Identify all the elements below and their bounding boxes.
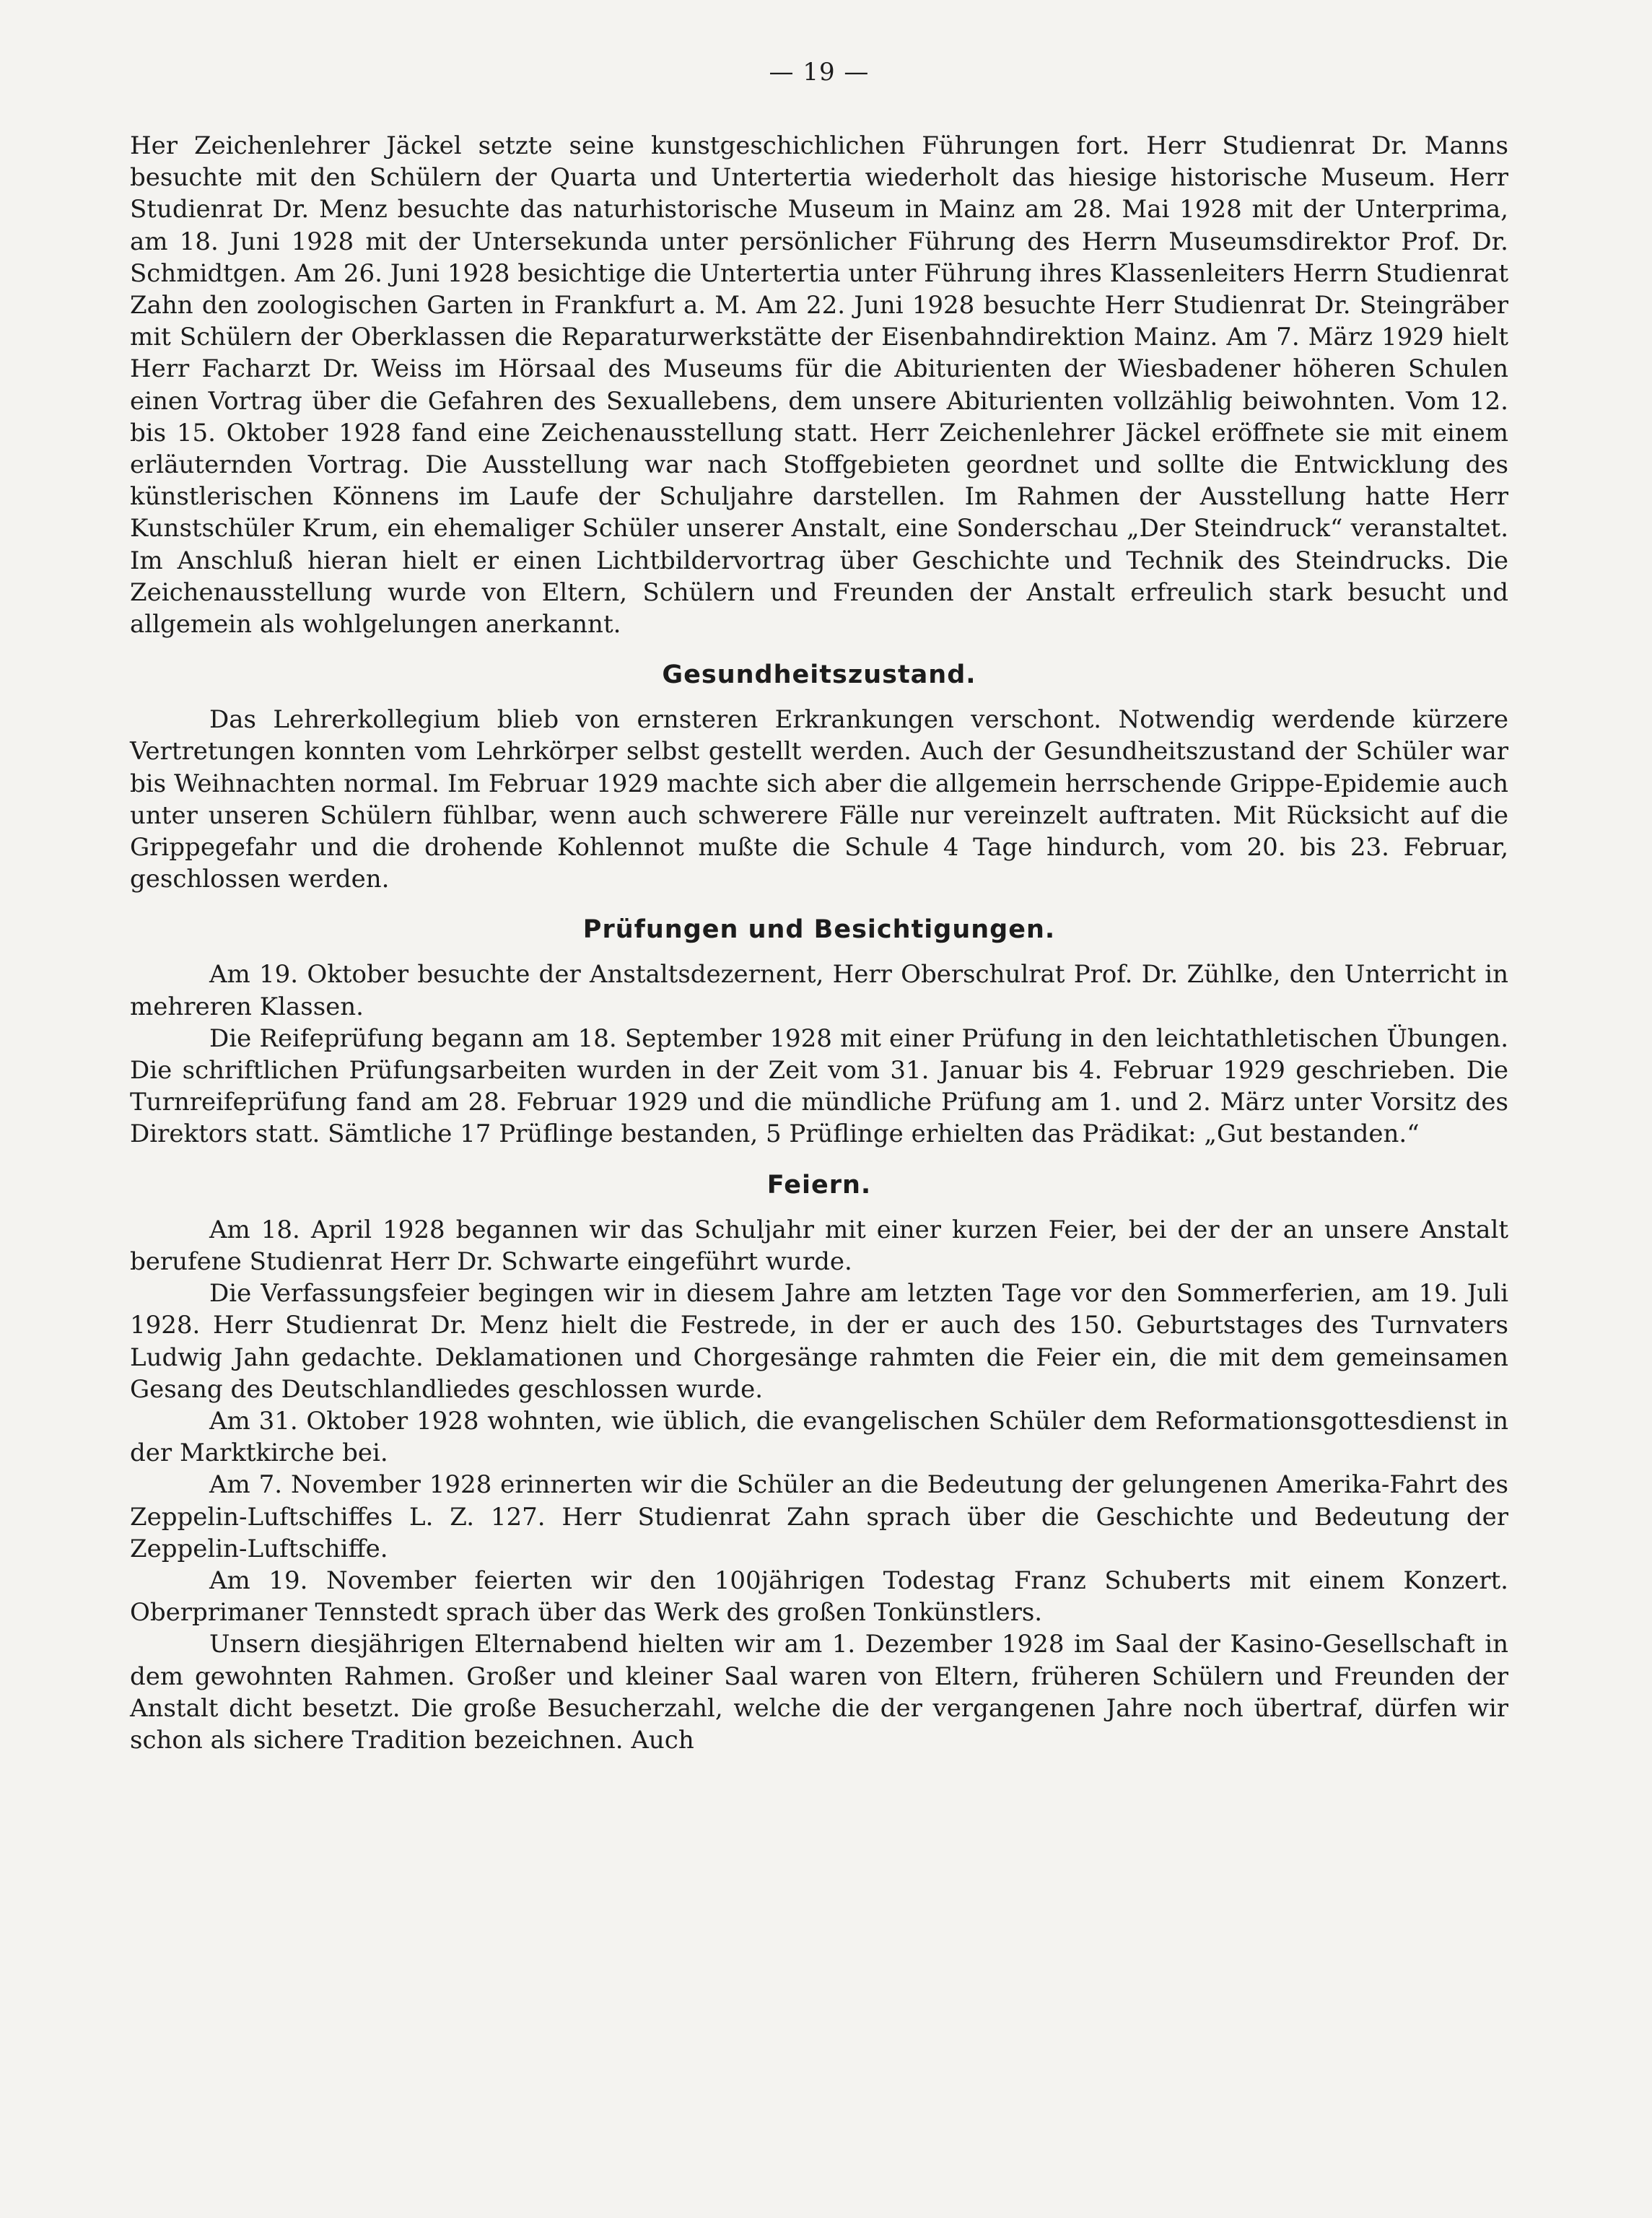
section-heading-exams: Prüfungen und Besichtigungen. — [582, 915, 1056, 945]
section-heading-celebrations: Feiern. — [766, 1170, 872, 1200]
paragraph: Am 18. April 1928 begannen wir das Schuljahr mit einer kurzen Feier, bei der der an unsere Anstalt berufene Studienrat Herr Dr. Schwarte eingeführt wurde. — [130, 1215, 1508, 1276]
paragraph: Her Zeichenlehrer Jäckel setzte seine kunstgeschichlichen Führungen fort. Herr Studienrat Dr. Manns besuchte mit den Schülern der Quarta und Untertertia wiederholt das hiesige historische Museum. Herr Studienrat Dr. Menz besuchte das naturhistorische Museum in Mainz am 28. Mai 1928 mit der Unterprima, am 18. Juni 1928 mit der Untersekunda unter persönlicher Führung des Herrn Museumsdirektor Prof. Dr. Schmidtgen. Am 26. Juni 1928 besichtige die Untertertia unter Führung ihres Klassenleiters Herrn Studienrat Zahn den zoologischen Garten in Frankfurt a. M. Am 22. Juni 1928 besuchte Herr Studienrat Dr. Steingräber mit Schülern der Oberklassen die Reparaturwerkstätte der Eisenbahndirektion Mainz. Am 7. März 1929 hielt Herr Facharzt Dr. Weiss im Hörsaal des Museums für die Abiturienten der Wiesbadener höheren Schulen einen Vortrag über die Gefahren des Sexuallebens, dem unsere Abiturienten vollzählig beiwohnten. Vom 12. bis 15. Oktober 1928 fand eine Zeichenausstellung statt. Herr Zeichenlehrer Jäckel eröffnete sie mit einem erläuternden Vortrag. Die Ausstellung war nach Stoffgebieten geordnet und sollte die Entwicklung des künstlerischen Könnens im Laufe der Schuljahre darstellen. Im Rahmen der Ausstellung hatte Herr Kunstschüler Krum, ein ehemaliger Schüler unserer Anstalt, eine Sonderschau „Der Steindruck“ veranstaltet. Im Anschluß hieran hielt er einen Lichtbildervortrag über Geschichte und Technik des Steindrucks. Die Zeichenausstellung wurde von Eltern, Schülern und Freunden der Anstalt erfreulich stark besucht und allgemein als wohlgelungen anerkannt. — [130, 131, 1508, 639]
paragraph: Am 19. November feierten wir den 100jährigen Todestag Franz Schuberts mit einem Konzert. Oberprimaner Tennstedt sprach über das Werk des großen Tonkünstlers. — [130, 1566, 1508, 1628]
paragraph: Die Verfassungsfeier begingen wir in diesem Jahre am letzten Tage vor den Sommerferien, am 19. Juli 1928. Herr Studienrat Dr. Menz hielt die Festrede, in der er auch des 150. Geburtstages des Turnvaters Ludwig Jahn gedachte. Deklamationen und Chorgesänge rahmten die Feier ein, die mit dem gemeinsamen Gesang des Deutschlandliedes geschlossen wurde. — [130, 1279, 1508, 1404]
page-number: — 19 — — [769, 58, 870, 87]
paragraph: Am 31. Oktober 1928 wohnten, wie üblich, die evangelischen Schüler dem Reformationsgottesdienst in der Marktkirche bei. — [130, 1406, 1508, 1468]
paragraph: Die Reifeprüfung begann am 18. September 1928 mit einer Prüfung in den leichtathletischen Übungen. Die schriftlichen Prüfungsarbeiten wurden in der Zeit vom 31. Januar bis 4. Februar 1929 geschrieben. Die Turnreifeprüfung fand am 28. Februar 1929 und die mündliche Prüfung am 1. und 2. März unter Vorsitz des Direktors statt. Sämtliche 17 Prüflinge bestanden, 5 Prüflinge erhielten das Prädikat: „Gut bestanden.“ — [130, 1023, 1508, 1149]
section-excursions — [130, 130, 1508, 640]
paragraph: Unsern diesjährigen Elternabend hielten wir am 1. Dezember 1928 im Saal der Kasino-Gesellschaft in dem gewohnten Rahmen. Großer und kleiner Saal waren von Eltern, früheren Schülern und Freunden der Anstalt dicht besetzt. Die große Besucherzahl, welche die der vergangenen Jahre noch übertraf, dürfen wir schon als sichere Tradition bezeichnen. Auch — [130, 1630, 1508, 1755]
document-page — [130, 51, 1508, 1756]
paragraph: Am 19. Oktober besuchte der Anstaltsdezernent, Herr Oberschulrat Prof. Dr. Zühlke, den Unterricht in mehreren Klassen. — [130, 960, 1508, 1021]
paragraph: Am 7. November 1928 erinnerten wir die Schüler an die Bedeutung der gelungenen Amerika-Fahrt des Zeppelin-Luftschiffes L. Z. 127. Herr Studienrat Zahn sprach über die Geschichte und Bedeutung der Zeppelin-Luftschiffe. — [130, 1470, 1508, 1563]
section-health — [130, 660, 1508, 895]
paragraph: Das Lehrerkollegium blieb von ernsteren Erkrankungen verschont. Notwendig werdende kürzere Vertretungen konnten vom Lehrkörper selbst gestellt werden. Auch der Gesundheitszustand der Schüler war bis Weihnachten normal. Im Februar 1929 machte sich aber die allgemein herrschende Grippe-Epidemie auch unter unseren Schülern fühlbar, wenn auch schwerere Fälle nur vereinzelt auftraten. Mit Rücksicht auf die Grippegefahr und die drohende Kohlennot mußte die Schule 4 Tage hindurch, vom 20. bis 23. Februar, geschlossen werden. — [130, 705, 1508, 894]
section-heading-health: Gesundheitszustand. — [662, 660, 976, 690]
section-exams — [130, 915, 1508, 1150]
section-celebrations — [130, 1171, 1508, 1756]
